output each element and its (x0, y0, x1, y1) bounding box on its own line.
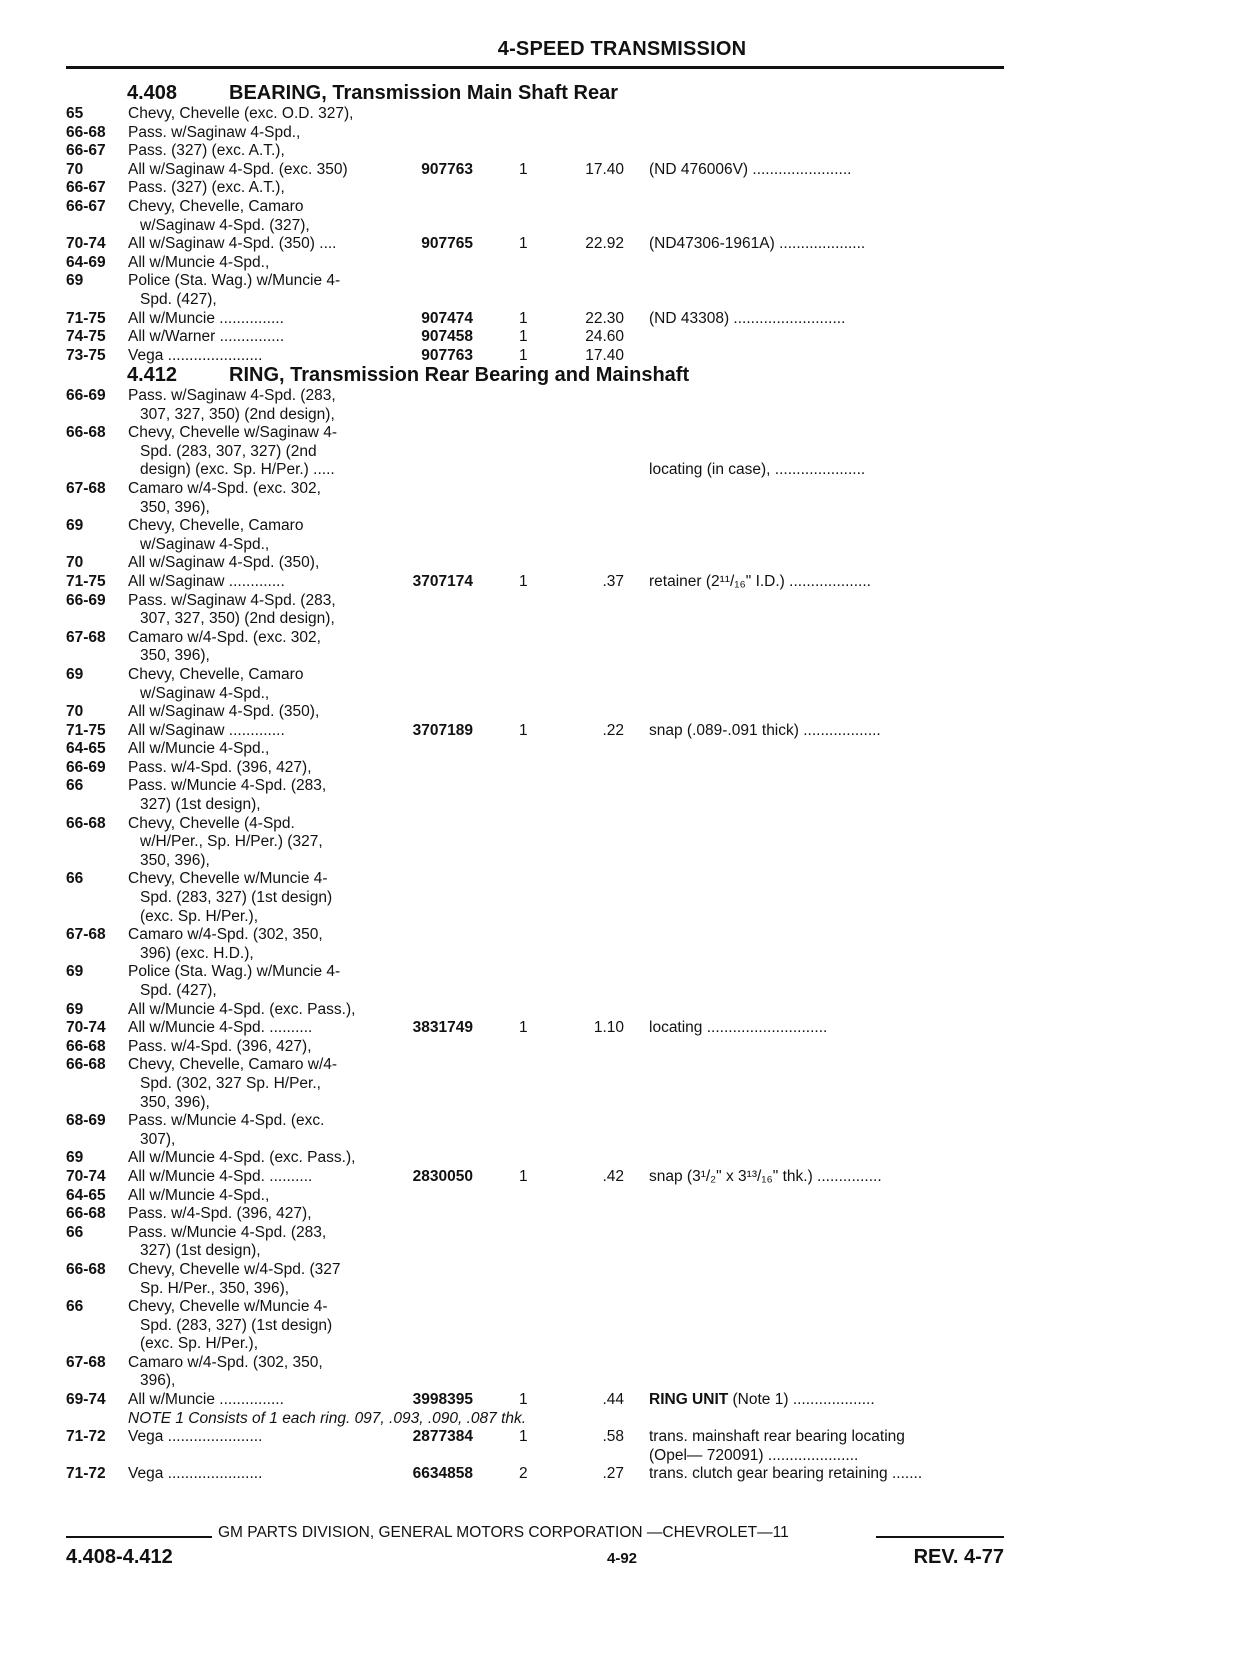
model-years: 67-68 (66, 926, 106, 944)
part-note-text: locating ............................ (649, 1019, 828, 1037)
table-row (0, 573, 1244, 592)
model-years: 69 (66, 963, 84, 981)
table-row (0, 1261, 1244, 1280)
application-description: All w/Muncie 4-Spd. .......... (128, 1167, 313, 1185)
table-row (0, 1465, 1244, 1484)
table-row (0, 1019, 1244, 1038)
application-description: Sp. H/Per., 350, 396), (140, 1279, 290, 1297)
price: 17.40 (585, 346, 624, 364)
application-description: Spd. (427), (140, 290, 217, 308)
application-description: 307, 327, 350) (2nd design), (140, 405, 335, 423)
footnote: NOTE 1 Consists of 1 each ring. 097, .093, .090, .087 thk. (128, 1409, 527, 1427)
title-rule (66, 66, 1004, 69)
table-row (0, 1391, 1244, 1410)
application-description: Pass. (327) (exc. A.T.), (128, 179, 285, 197)
application-description: Vega ...................... (128, 1465, 263, 1483)
quantity: 1 (519, 235, 528, 253)
application-description: Chevy, Chevelle w/Muncie 4- (128, 870, 328, 888)
table-row (0, 461, 1244, 480)
table-row (0, 945, 1244, 964)
application-description: All w/Saginaw ............. (128, 572, 285, 590)
model-years: 69 (66, 665, 84, 683)
application-description: w/Saginaw 4-Spd., (140, 684, 270, 702)
model-years: 67-68 (66, 628, 106, 646)
part-note (649, 1447, 858, 1466)
quantity: 1 (519, 328, 528, 346)
part-number: 3707174 (412, 572, 473, 590)
price: .42 (602, 1167, 624, 1185)
part-note (649, 1465, 922, 1484)
table-row (0, 1094, 1244, 1113)
footer-page-number: 4-92 (606, 1550, 638, 1567)
model-years: 71-75 (66, 309, 106, 327)
footer-rule-right (876, 1536, 1004, 1538)
part-note-text: trans. clutch gear bearing retaining ....... (649, 1465, 923, 1483)
price: .58 (602, 1428, 624, 1446)
application-description: All w/Muncie ............... (128, 309, 284, 327)
model-years: 67-68 (66, 1353, 106, 1371)
application-description: All w/Saginaw 4-Spd. (350), (128, 703, 320, 721)
table-row (0, 1372, 1244, 1391)
table-row (0, 833, 1244, 852)
part-note (649, 1019, 827, 1038)
application-description: Camaro w/4-Spd. (302, 350, (128, 926, 323, 944)
part-note (649, 1168, 882, 1187)
part-number: 3707189 (412, 721, 473, 739)
application-description: Spd. (283, 327) (1st design) (140, 889, 333, 907)
model-years: 66 (66, 870, 84, 888)
part-note (649, 161, 851, 180)
part-note-text: locating (in case), ..................... (649, 461, 866, 479)
quantity: 1 (519, 1019, 528, 1037)
application-description: All w/Saginaw 4-Spd. (350), (128, 554, 320, 572)
part-number: 2877384 (412, 1428, 473, 1446)
model-years: 66-67 (66, 142, 106, 160)
part-note (649, 722, 881, 741)
application-description: Pass. w/4-Spd. (396, 427), (128, 1037, 312, 1055)
table-row (0, 161, 1244, 180)
table-row (0, 1354, 1244, 1373)
table-row (0, 1410, 1244, 1429)
application-description: Pass. w/4-Spd. (396, 427), (128, 758, 312, 776)
model-years: 69-74 (66, 1391, 106, 1409)
page-title: 4-SPEED TRANSMISSION (497, 38, 747, 60)
part-note (649, 461, 865, 480)
section-number: 4.408 (127, 82, 178, 104)
application-description: Pass. w/4-Spd. (396, 427), (128, 1205, 312, 1223)
table-row (0, 1298, 1244, 1317)
application-description: 350, 396), (140, 647, 210, 665)
table-row (0, 1056, 1244, 1075)
application-description: Police (Sta. Wag.) w/Muncie 4- (128, 272, 341, 290)
model-years: 70 (66, 554, 84, 572)
model-years: 70 (66, 160, 84, 178)
table-row (0, 347, 1244, 366)
table-row (0, 1205, 1244, 1224)
model-years: 74-75 (66, 328, 106, 346)
table-row (0, 1001, 1244, 1020)
table-row (0, 1428, 1244, 1447)
application-description: w/Saginaw 4-Spd. (327), (140, 216, 310, 234)
part-number: 907474 (421, 309, 473, 327)
table-row (0, 889, 1244, 908)
application-description: Spd. (283, 307, 327) (2nd (140, 442, 317, 460)
application-description: 327) (1st design), (140, 1242, 261, 1260)
model-years: 70 (66, 703, 84, 721)
table-row (0, 272, 1244, 291)
application-description: Spd. (427), (140, 982, 217, 999)
table-row (0, 254, 1244, 273)
quantity: 1 (519, 309, 528, 327)
application-description: Chevy, Chevelle w/Saginaw 4- (128, 424, 338, 442)
application-description: Spd. (302, 327 Sp. H/Per., (140, 1074, 321, 1092)
table-row (0, 1168, 1244, 1187)
application-description: 350, 396), (140, 1093, 210, 1111)
footer-section-range: 4.408-4.412 (66, 1546, 173, 1568)
application-description: Pass. (327) (exc. A.T.), (128, 142, 285, 160)
table-row (0, 443, 1244, 462)
model-years: 69 (66, 1000, 84, 1018)
part-note-text: (Note 1) ................... (728, 1391, 875, 1409)
table-row (0, 1447, 1244, 1466)
table-row (0, 142, 1244, 161)
application-description: All w/Muncie 4-Spd. (exc. Pass.), (128, 1149, 356, 1167)
model-years: 65 (66, 105, 84, 122)
part-note (649, 1428, 905, 1447)
part-number: 3998395 (412, 1391, 473, 1409)
part-note-text: snap (.089-.091 thick) .................. (649, 721, 881, 739)
application-description: 307), (140, 1130, 176, 1148)
table-row (0, 554, 1244, 573)
table-row (0, 1335, 1244, 1354)
price: .22 (602, 721, 624, 739)
quantity: 2 (519, 1465, 528, 1483)
part-number: 907458 (421, 328, 473, 346)
quantity: 1 (519, 721, 528, 739)
part-number: 3831749 (412, 1019, 473, 1037)
application-description: Chevy, Chevelle, Camaro (128, 517, 304, 535)
model-years: 66 (66, 1223, 84, 1241)
application-description: (exc. Sp. H/Per.), (140, 1335, 259, 1353)
price: 1.10 (593, 1019, 624, 1037)
application-description: w/Saginaw 4-Spd., (140, 535, 270, 553)
model-years: 66-68 (66, 1037, 106, 1055)
part-note-text: (ND 476006V) ....................... (649, 160, 852, 178)
application-description: All w/Saginaw ............. (128, 721, 285, 739)
model-years: 66-68 (66, 814, 106, 832)
application-description: Pass. w/Saginaw 4-Spd. (283, (128, 387, 336, 404)
application-description: All w/Muncie 4-Spd., (128, 740, 270, 758)
table-row (0, 387, 1244, 406)
table-row (0, 722, 1244, 741)
part-note-text: snap (3¹/₂" x 3¹³/₁₆" thk.) ............... (649, 1167, 882, 1185)
application-description: Chevy, Chevelle, Camaro (128, 665, 304, 683)
table-row (0, 1038, 1244, 1057)
application-description: w/H/Per., Sp. H/Per.) (327, (140, 833, 323, 851)
table-row (0, 740, 1244, 759)
table-row (0, 1149, 1244, 1168)
application-description: All w/Warner ............... (128, 328, 285, 346)
section-rows (0, 387, 1244, 1484)
footer-revision: REV. 4-77 (913, 1546, 1004, 1568)
model-years: 66-69 (66, 591, 106, 609)
model-years: 66-67 (66, 197, 106, 215)
table-row (0, 1280, 1244, 1299)
section-title: BEARING, Transmission Main Shaft Rear (229, 82, 618, 104)
section-heading (127, 82, 618, 105)
table-row (0, 1131, 1244, 1150)
application-description: Camaro w/4-Spd. (302, 350, (128, 1353, 323, 1371)
application-description: All w/Muncie 4-Spd., (128, 253, 270, 271)
application-description: All w/Muncie 4-Spd., (128, 1186, 270, 1204)
application-description: 327) (1st design), (140, 796, 261, 814)
table-row (0, 1224, 1244, 1243)
price: 24.60 (585, 328, 624, 346)
table-row (0, 963, 1244, 982)
part-number: 2830050 (412, 1167, 473, 1185)
application-description: Chevy, Chevelle, Camaro w/4- (128, 1056, 338, 1074)
application-description: Chevy, Chevelle (4-Spd. (128, 814, 295, 832)
table-row (0, 1317, 1244, 1336)
part-note-text: trans. mainshaft rear bearing locating (649, 1428, 905, 1446)
section-number: 4.412 (127, 364, 178, 386)
application-description: Camaro w/4-Spd. (exc. 302, (128, 479, 321, 497)
application-description: Vega ...................... (128, 346, 263, 364)
table-row (0, 1187, 1244, 1206)
model-years: 69 (66, 272, 84, 290)
part-number: 6634858 (412, 1465, 473, 1483)
part-note-bold: RING UNIT (649, 1391, 729, 1409)
table-row (0, 1075, 1244, 1094)
quantity: 1 (519, 1391, 528, 1409)
table-row (0, 499, 1244, 518)
table-row (0, 424, 1244, 443)
application-description: Chevy, Chevelle, Camaro (128, 197, 304, 215)
model-years: 66 (66, 777, 84, 795)
application-description: Camaro w/4-Spd. (exc. 302, (128, 628, 321, 646)
model-years: 64-69 (66, 253, 106, 271)
table-row (0, 815, 1244, 834)
application-description: 396), (140, 1372, 176, 1390)
table-row (0, 291, 1244, 310)
part-note-text: (ND 43308) .......................... (649, 309, 846, 327)
table-row (0, 908, 1244, 927)
application-description: 307, 327, 350) (2nd design), (140, 610, 335, 628)
table-row (0, 852, 1244, 871)
model-years: 66-68 (66, 1260, 106, 1278)
model-years: 70-74 (66, 1019, 106, 1037)
table-row (0, 777, 1244, 796)
model-years: 69 (66, 517, 84, 535)
quantity: 1 (519, 346, 528, 364)
table-row (0, 982, 1244, 1001)
model-years: 71-72 (66, 1465, 106, 1483)
model-years: 69 (66, 1149, 84, 1167)
part-number: 907763 (421, 160, 473, 178)
price: .37 (602, 572, 624, 590)
table-row (0, 647, 1244, 666)
table-row (0, 406, 1244, 425)
model-years: 66-68 (66, 123, 106, 141)
price: 22.92 (585, 235, 624, 253)
model-years: 66-69 (66, 758, 106, 776)
section-heading (127, 364, 689, 387)
section-rows (0, 105, 1244, 365)
price: 17.40 (585, 160, 624, 178)
model-years: 71-75 (66, 721, 106, 739)
quantity: 1 (519, 1428, 528, 1446)
quantity: 1 (519, 572, 528, 590)
table-row (0, 198, 1244, 217)
table-row (0, 870, 1244, 889)
model-years: 68-69 (66, 1112, 106, 1130)
application-description: Pass. w/Saginaw 4-Spd. (283, (128, 591, 336, 609)
application-description: Pass. w/Saginaw 4-Spd., (128, 123, 301, 141)
application-description: Pass. w/Muncie 4-Spd. (283, (128, 1223, 327, 1241)
table-row (0, 480, 1244, 499)
application-description: (exc. Sp. H/Per.), (140, 907, 259, 925)
application-description: Chevy, Chevelle (exc. O.D. 327), (128, 105, 354, 122)
table-row (0, 1242, 1244, 1261)
table-row (0, 517, 1244, 536)
application-description: 350, 396), (140, 498, 210, 516)
model-years: 70-74 (66, 1167, 106, 1185)
model-years: 66 (66, 1298, 84, 1316)
part-number: 907765 (421, 235, 473, 253)
application-description: 396) (exc. H.D.), (140, 944, 254, 962)
application-description: Police (Sta. Wag.) w/Muncie 4- (128, 963, 341, 981)
footer-rule-left (66, 1536, 212, 1538)
table-row (0, 310, 1244, 329)
price: .27 (602, 1465, 624, 1483)
application-description: Chevy, Chevelle w/Muncie 4- (128, 1298, 328, 1316)
application-description: All w/Muncie 4-Spd. (exc. Pass.), (128, 1000, 356, 1018)
part-note-text: (Opel— 720091) ..................... (649, 1446, 859, 1464)
table-row (0, 124, 1244, 143)
part-note (649, 573, 871, 592)
price: .44 (602, 1391, 624, 1409)
footer-division: GM PARTS DIVISION, GENERAL MOTORS CORPORATION —CHEVROLET—11 (218, 1524, 789, 1541)
part-note (649, 235, 865, 254)
model-years: 66-68 (66, 1205, 106, 1223)
table-row (0, 1112, 1244, 1131)
table-row (0, 328, 1244, 347)
part-note-text: (ND47306-1961A) .................... (649, 235, 866, 253)
application-description: All w/Muncie 4-Spd. .......... (128, 1019, 313, 1037)
part-note (649, 310, 845, 329)
application-description: All w/Saginaw 4-Spd. (exc. 350) (128, 160, 348, 178)
model-years: 66-67 (66, 179, 106, 197)
model-years: 66-68 (66, 424, 106, 442)
table-row (0, 235, 1244, 254)
part-note-text: retainer (2¹¹/₁₆" I.D.) ................... (649, 572, 871, 590)
part-note (649, 1391, 875, 1410)
table-row (0, 629, 1244, 648)
table-row (0, 796, 1244, 815)
model-years: 66-68 (66, 1056, 106, 1074)
model-years: 66-69 (66, 387, 106, 404)
table-row (0, 685, 1244, 704)
table-row (0, 703, 1244, 722)
model-years: 64-65 (66, 1186, 106, 1204)
model-years: 70-74 (66, 235, 106, 253)
application-description: All w/Saginaw 4-Spd. (350) .... (128, 235, 337, 253)
price: 22.30 (585, 309, 624, 327)
application-description: All w/Muncie ............... (128, 1391, 284, 1409)
part-number: 907763 (421, 346, 473, 364)
model-years: 64-65 (66, 740, 106, 758)
section-title: RING, Transmission Rear Bearing and Mainshaft (229, 364, 690, 386)
application-description: 350, 396), (140, 851, 210, 869)
application-description: Pass. w/Muncie 4-Spd. (283, (128, 777, 327, 795)
model-years: 71-72 (66, 1428, 106, 1446)
table-row (0, 759, 1244, 778)
table-row (0, 926, 1244, 945)
quantity: 1 (519, 1167, 528, 1185)
table-row (0, 217, 1244, 236)
model-years: 73-75 (66, 346, 106, 364)
model-years: 71-75 (66, 572, 106, 590)
application-description: Chevy, Chevelle w/4-Spd. (327 (128, 1260, 341, 1278)
application-description: Pass. w/Muncie 4-Spd. (exc. (128, 1112, 325, 1130)
application-description: design) (exc. Sp. H/Per.) ..... (140, 461, 335, 479)
table-row (0, 536, 1244, 555)
table-row (0, 592, 1244, 611)
application-description: Vega ...................... (128, 1428, 263, 1446)
table-row (0, 105, 1244, 124)
application-description: Spd. (283, 327) (1st design) (140, 1316, 333, 1334)
quantity: 1 (519, 160, 528, 178)
table-row (0, 666, 1244, 685)
table-row (0, 179, 1244, 198)
model-years: 67-68 (66, 479, 106, 497)
table-row (0, 610, 1244, 629)
